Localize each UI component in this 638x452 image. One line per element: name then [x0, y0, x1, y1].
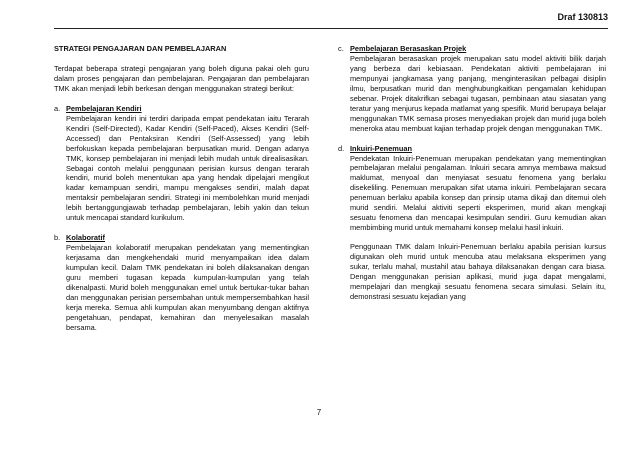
section-c-label: c.: [338, 44, 344, 53]
section-d-body-1: Pendekatan Inkuiri-Penemuan merupakan pendekatan yang mementingkan pembelajaran melalui pengalaman. Inkuiri secara amnya membawa maksud maklumat, menyoal dan menyiasat sesuatu fenomena yang berlaku disekeliling. Penemuan merupakan sifat utama inkuiri. Pembelajaran secara penemuan berlaku apabila konsep dan prinsip utama dikaji dan ditemui oleh murid sendiri. Melalui aktiviti seperti eksperimen, murid akan mengkaji sesuatu fenomena dan mencapai kesimpulan sendiri. Guru kemudian akan membimbing murid untuk memahami konsep melalui hasil inkuiri.: [350, 153, 606, 233]
section-a: [54, 104, 309, 223]
page-heading: STRATEGI PENGAJARAN DAN PEMBELAJARAN: [54, 44, 227, 53]
page-number: 7: [316, 408, 322, 417]
section-d: [338, 144, 606, 302]
section-d-label: d.: [338, 143, 345, 153]
section-b-label: b.: [54, 233, 61, 243]
right-column: [338, 44, 606, 302]
section-c-title: Pembelajaran Berasaskan Projek: [350, 44, 467, 53]
left-column: [54, 44, 309, 333]
header-rule: [54, 28, 608, 29]
section-a-title: Pembelajaran Kendiri: [66, 103, 142, 113]
section-c: [338, 44, 606, 134]
section-c-body: Pembelajaran berasaskan projek merupakan satu model aktiviti bilik darjah yang berbeza dari kebiasaan. Pendekatan aktiviti pembelajaran ini mempunyai jangkamasa yang panjang, menginterasikan pelbagai disiplin ilmu, berpusatkan murid dan menghubungkaitkan pengamalan kehidupan sebenar. Projek ditakrifkan sebagai tugasan, pembinaan atau siasatan yang teratur yang menjurus kepada matlamat yang spesifik. Murid berupaya belajar menggunakan TMK semasa proses menyediakan projek dan murid juga boleh meneroka atau membuat kajian terhadap projek dengan menggunakan TMK.: [350, 53, 606, 133]
intro-paragraph: Terdapat beberapa strategi pengajaran yang boleh diguna pakai oleh guru dalam proses pengajaran dan pembelajaran. Pengajaran dan pembelajaran TMK akan menjadi lebih berkesan dengan menggunakan strategi berikut:: [54, 63, 309, 93]
section-b-body: Pembelajaran kolaboratif merupakan pendekatan yang mementingkan kerjasama dan mengkehendaki murid menyampaikan idea dalam kumpulan kecil. Dalam TMK pendekatan ini boleh dilaksanakan dengan guru memberi tugasan kepada kumpulan-kumpulan yang telah dikenalpasti. Murid boleh menggunakan emel untuk bertukar-tukar bahan dan menggunakan perisian persembahan untuk mempersembahkan hasil kerja mereka. Semua ahli kumpulan akan menyumbang dengan aktifnya pengetahuan, pendapat, kemahiran dan menyelesaikan masalah bersama.: [66, 243, 309, 332]
section-d-title: Inkuiri-Penemuan: [350, 143, 413, 153]
section-d-body-2: Penggunaan TMK dalam Inkuiri-Penemuan berlaku apabila perisian kursus digunakan oleh murid untuk mencuba atau melaksana eksperimen yang sukar, terlalu mahal, mustahil atau bahaya dilaksanakan dengan cara biasa. Dengan menggunakan perisian aplikasi, murid juga dapat mengalami, mempelajari dan mengkaji sesuatu fenomena secara simulasi. Selain itu, demonstrasi sesuatu kejadian yang: [350, 242, 606, 301]
draft-label: Draf 130813: [557, 12, 608, 22]
section-b-title: Kolaboratif: [66, 233, 106, 243]
section-a-label: a.: [54, 103, 61, 113]
section-a-body: Pembelajaran kendiri ini terdiri daripada empat pendekatan iaitu Terarah Kendiri (Self-Directed), Kadar Kendiri (Self-Paced), Akses Kendiri (Self-Accessed) dan Pentaksiran Kendiri (Self-Assessed) yang lebih berfokuskan kepada pembelajaran berpusatkan murid. Dengan adanya TMK, konsep pembelajaran ini menjadi lebih mudah untuk direalisasikan. Sebagai contoh melalui penggunaan perisian kursus dengan terarah kendiri, murid boleh menentukan apa yang hendak dipelajari mengikut kadar kemampuan sendiri, mampu mengakses sendiri, malah dapat mentaksir pembelajaran sendiri. Strategi ini membolehkan murid menjadi lebih bertanggungjawab terhadap pembelajaran, lebih yakin dan tekun untuk mencapai standard kurikulum.: [66, 113, 309, 223]
section-b: [54, 233, 309, 333]
